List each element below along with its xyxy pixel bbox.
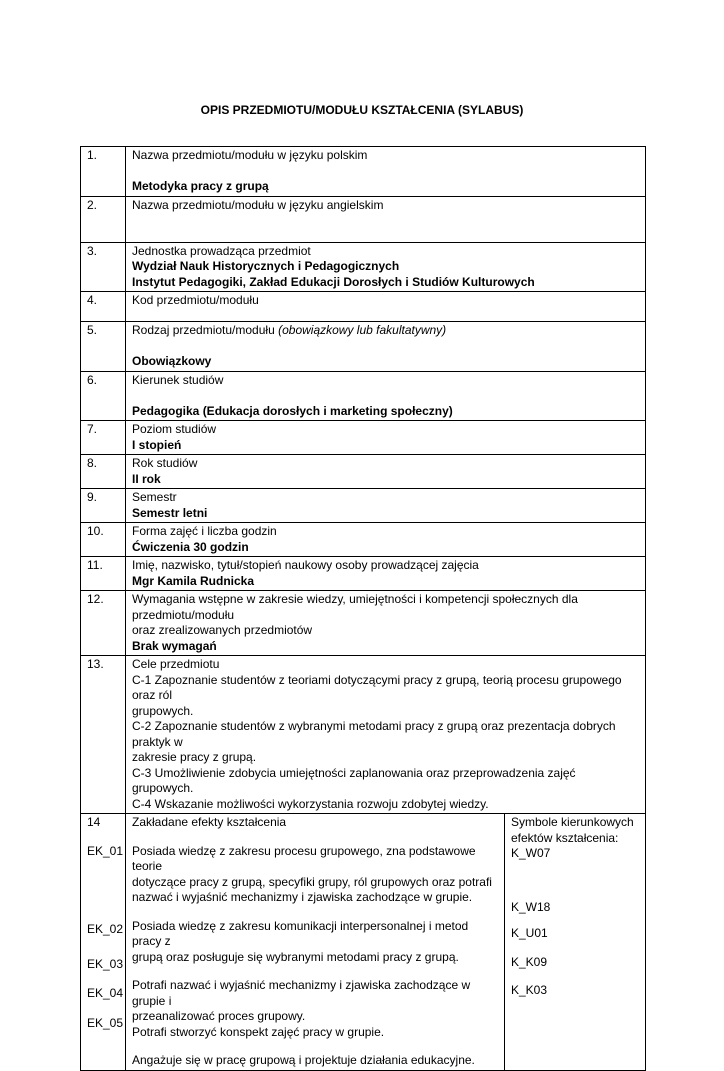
row-value: Metodyka pracy z grupą xyxy=(132,179,269,193)
effect-line: dotyczące pracy z grupą, specyfiki grupy, ról grupowych oraz potrafi xyxy=(132,874,492,889)
effect-line: Angażuje się w pracę grupową i projektuje działania edukacyjne. xyxy=(132,1053,475,1067)
effect-line: Posiada wiedzę z zakresu komunikacji interpersonalnej i metod pracy z xyxy=(132,918,469,948)
row-number: 12. xyxy=(81,591,126,656)
row-value: II rok xyxy=(132,471,161,486)
effect-line: nazwać i wyjaśnić mechanizmy i zjawiska zachodzące w grupie. xyxy=(132,890,473,904)
row-number: 10. xyxy=(81,523,126,557)
row-content xyxy=(126,656,646,814)
row-label: Jednostka prowadząca przedmiot xyxy=(132,243,311,258)
row-number: 2. xyxy=(81,196,126,242)
symbols-header: efektów kształcenia: xyxy=(511,830,619,845)
effect-line: grupą oraz posługuje się wybranymi metodami pracy z grupą. xyxy=(132,949,459,964)
row-number: 8. xyxy=(81,455,126,489)
goal-line: zakresie pracy z grupą. xyxy=(132,750,257,764)
row-number: 11. xyxy=(81,557,126,591)
row-value: Obowiązkowy xyxy=(132,354,212,368)
row-label: Cele przedmiotu xyxy=(132,657,220,671)
goal-line: C-2 Zapoznanie studentów z wybranymi metodami pracy z grupą oraz prezentacja dobrych praktyk w xyxy=(132,719,616,749)
symbols-header: Symbole kierunkowych xyxy=(511,815,634,829)
symbol-code: K_K03 xyxy=(511,983,548,997)
row-12 xyxy=(81,591,646,656)
row-label: Wymagania wstępne w zakresie wiedzy, umiejętności i kompetencji społecznych dla przedmiotu/modułu xyxy=(132,592,578,622)
row-value: Wydział Nauk Historycznych i Pedagogicznych xyxy=(132,259,400,273)
row-number: 6. xyxy=(81,371,126,421)
row-value: Semestr letni xyxy=(132,505,208,520)
row-value: Pedagogika (Edukacja dorosłych i marketing społeczny) xyxy=(132,403,453,418)
row-content xyxy=(126,489,646,523)
row-value: Instytut Pedagogiki, Zakład Edukacji Dorosłych i Studiów Kulturowych xyxy=(132,274,535,289)
effect-line: Potrafi stworzyć konspekt zajęć pracy w grupie. xyxy=(132,1024,385,1039)
row-3 xyxy=(81,242,646,292)
row-5 xyxy=(81,322,646,372)
row-label: Kod przedmiotu/modułu xyxy=(132,293,259,307)
effect-line: Potrafi nazwać i wyjaśnić mechanizmy i zjawiska zachodzące w grupie i xyxy=(132,978,471,1008)
row-6 xyxy=(81,371,646,421)
symbols-cell xyxy=(505,814,646,1071)
row-content xyxy=(126,523,646,557)
row-label: Rodzaj przedmiotu/modułu xyxy=(132,323,275,337)
row-label: Nazwa przedmiotu/modułu w języku angielskim xyxy=(132,197,384,212)
row-number: 7. xyxy=(81,421,126,455)
row-content xyxy=(126,591,646,656)
row-label: Imię, nazwisko, tytuł/stopień naukowy osoby prowadzącej zajęcia xyxy=(132,558,479,572)
row-8 xyxy=(81,455,646,489)
effect-line: Posiada wiedzę z zakresu procesu grupowego, zna podstawowe teorie xyxy=(132,843,476,873)
symbol-code: K_U01 xyxy=(511,926,548,940)
effect-line: przeanalizować proces grupowy. xyxy=(132,1009,306,1023)
ek-code: EK_02 xyxy=(87,922,124,936)
row-label: Kierunek studiów xyxy=(132,372,224,387)
goal-line: grupowych. xyxy=(132,703,194,718)
row-number: 14 xyxy=(87,815,101,829)
ek-code: EK_01 xyxy=(87,843,124,858)
ek-code: EK_03 xyxy=(87,956,124,971)
row-content xyxy=(126,322,646,372)
row-9 xyxy=(81,489,646,523)
row-value: I stopień xyxy=(132,437,182,452)
document-title: OPIS PRZEDMIOTU/MODUŁU KSZTAŁCENIA (SYLABUS) xyxy=(200,103,524,117)
row-content xyxy=(126,371,646,421)
row-10 xyxy=(81,523,646,557)
row-label: oraz zrealizowanych przedmiotów xyxy=(132,623,313,637)
row-13 xyxy=(81,656,646,814)
row-number: 13. xyxy=(81,656,126,814)
symbol-code: K_W18 xyxy=(511,899,551,914)
row-label: Semestr xyxy=(132,490,177,504)
row-4 xyxy=(81,292,646,322)
symbol-code: K_W07 xyxy=(511,846,551,860)
row-content xyxy=(126,292,646,322)
row-number: 3. xyxy=(81,242,126,292)
row-content xyxy=(126,196,646,242)
row-content xyxy=(126,421,646,455)
effects-label: Zakładane efekty kształcenia xyxy=(132,815,287,829)
row-1 xyxy=(81,147,646,197)
row-label: Rok studiów xyxy=(132,456,198,470)
goal-line: C-4 Wskazanie możliwości wykorzystania rozwoju zdobytej wiedzy. xyxy=(132,796,489,811)
row-content xyxy=(126,242,646,292)
syllabus-table xyxy=(80,146,646,1071)
goal-line: C-3 Umożliwienie zdobycia umiejętności zaplanowania oraz przeprowadzenia zajęć grupowych. xyxy=(132,765,576,795)
ek-code: EK_04 xyxy=(87,986,124,1000)
goal-line: C-1 Zapoznanie studentów z teoriami dotyczącymi pracy z grupą, teorią procesu grupowego oraz ról xyxy=(132,672,622,702)
symbol-code: K_K09 xyxy=(511,954,548,969)
row-value: Mgr Kamila Rudnicka xyxy=(132,573,255,588)
row-number: 1. xyxy=(81,147,126,197)
row-number: 4. xyxy=(81,292,126,322)
row-label: Forma zajęć i liczba godzin xyxy=(132,524,277,538)
ek-code: EK_05 xyxy=(87,1015,124,1030)
row-note: (obowiązkowy lub fakultatywny) xyxy=(278,323,447,337)
row-11 xyxy=(81,557,646,591)
row-14 xyxy=(81,814,646,1071)
effects-cell xyxy=(126,814,505,1071)
row-content xyxy=(126,557,646,591)
row-value: Ćwiczenia 30 godzin xyxy=(132,539,249,554)
row-number: 9. xyxy=(81,489,126,523)
ek-codes-cell xyxy=(81,814,126,1071)
row-label: Poziom studiów xyxy=(132,422,217,436)
row-7 xyxy=(81,421,646,455)
row-number: 5. xyxy=(81,322,126,372)
row-2 xyxy=(81,196,646,242)
row-content xyxy=(126,455,646,489)
row-value: Brak wymagań xyxy=(132,638,217,653)
row-label: Nazwa przedmiotu/modułu w języku polskim xyxy=(132,148,368,162)
row-content xyxy=(126,147,646,197)
